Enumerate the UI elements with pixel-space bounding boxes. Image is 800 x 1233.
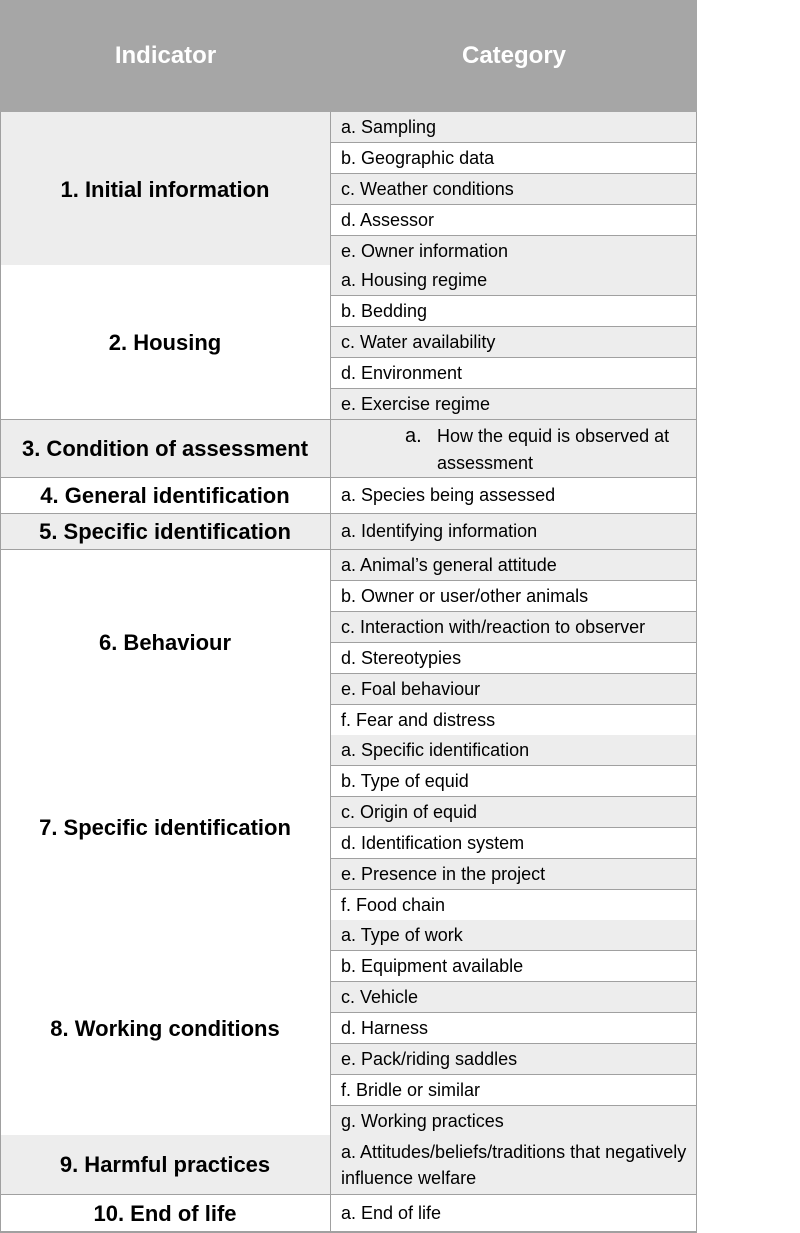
indicator-name: 10. End of life [0, 1195, 331, 1232]
category-item: d. Identification system [331, 828, 697, 859]
category-item: f. Bridle or similar [331, 1075, 697, 1106]
indicator-group [0, 550, 697, 736]
indicator-group [0, 420, 697, 478]
indicator-name: 8. Working conditions [0, 920, 331, 1137]
indicator-group [0, 265, 697, 420]
category-item: a. End of life [331, 1195, 697, 1232]
category-item: e. Owner information [331, 236, 697, 267]
category-text: How the equid is observed at assessment [437, 426, 670, 473]
indicator-name: 6. Behaviour [0, 550, 331, 736]
category-item: f. Fear and distress [331, 705, 697, 736]
category-item: g. Working practices [331, 1106, 697, 1137]
category-item: a. Sampling [331, 112, 697, 143]
category-item: a. Type of work [331, 920, 697, 951]
category-item: e. Foal behaviour [331, 674, 697, 705]
category-item: a. Attitudes/beliefs/traditions that negatively influence welfare [331, 1135, 697, 1195]
category-item: d. Environment [331, 358, 697, 389]
category-item: d. Stereotypies [331, 643, 697, 674]
category-item: a. Animal’s general attitude [331, 550, 697, 581]
category-item: d. Assessor [331, 205, 697, 236]
category-item: c. Vehicle [331, 982, 697, 1013]
table-left-border [0, 112, 1, 1232]
table-header [0, 0, 697, 112]
indicator-group [0, 920, 697, 1137]
indicator-name: 7. Specific identification [0, 735, 331, 921]
table-right-border [696, 112, 697, 1232]
header-indicator: Indicator [114, 42, 217, 69]
category-item: b. Equipment available [331, 951, 697, 982]
indicator-group [0, 1195, 697, 1232]
indicator-group [0, 1135, 697, 1195]
indicator-group [0, 735, 697, 921]
category-item [331, 420, 697, 478]
category-item: d. Harness [331, 1013, 697, 1044]
category-item: c. Weather conditions [331, 174, 697, 205]
indicator-group [0, 514, 697, 550]
indicator-name: 1. Initial information [0, 112, 331, 267]
indicator-group [0, 478, 697, 514]
category-item: f. Food chain [331, 890, 697, 921]
category-item: a. Housing regime [331, 265, 697, 296]
category-item: e. Pack/riding saddles [331, 1044, 697, 1075]
category-item: e. Exercise regime [331, 389, 697, 420]
category-item: c. Interaction with/reaction to observer [331, 612, 697, 643]
indicator-group [0, 112, 697, 267]
indicator-name: 5. Specific identification [0, 514, 331, 550]
category-item: b. Bedding [331, 296, 697, 327]
indicator-name: 2. Housing [0, 265, 331, 420]
category-item: b. Owner or user/other animals [331, 581, 697, 612]
indicator-name: 9. Harmful practices [0, 1135, 331, 1195]
category-item: c. Origin of equid [331, 797, 697, 828]
category-item: b. Type of equid [331, 766, 697, 797]
category-item: a. Identifying information [331, 514, 697, 550]
indicator-name: 4. General identification [0, 478, 331, 514]
indicator-name: 3. Condition of assessment [0, 420, 331, 478]
category-item: a. Species being assessed [331, 478, 697, 514]
category-item: c. Water availability [331, 327, 697, 358]
header-category: Category [461, 42, 567, 69]
category-item: a. Specific identification [331, 735, 697, 766]
category-marker: a. [405, 425, 422, 447]
category-item: e. Presence in the project [331, 859, 697, 890]
category-item: b. Geographic data [331, 143, 697, 174]
